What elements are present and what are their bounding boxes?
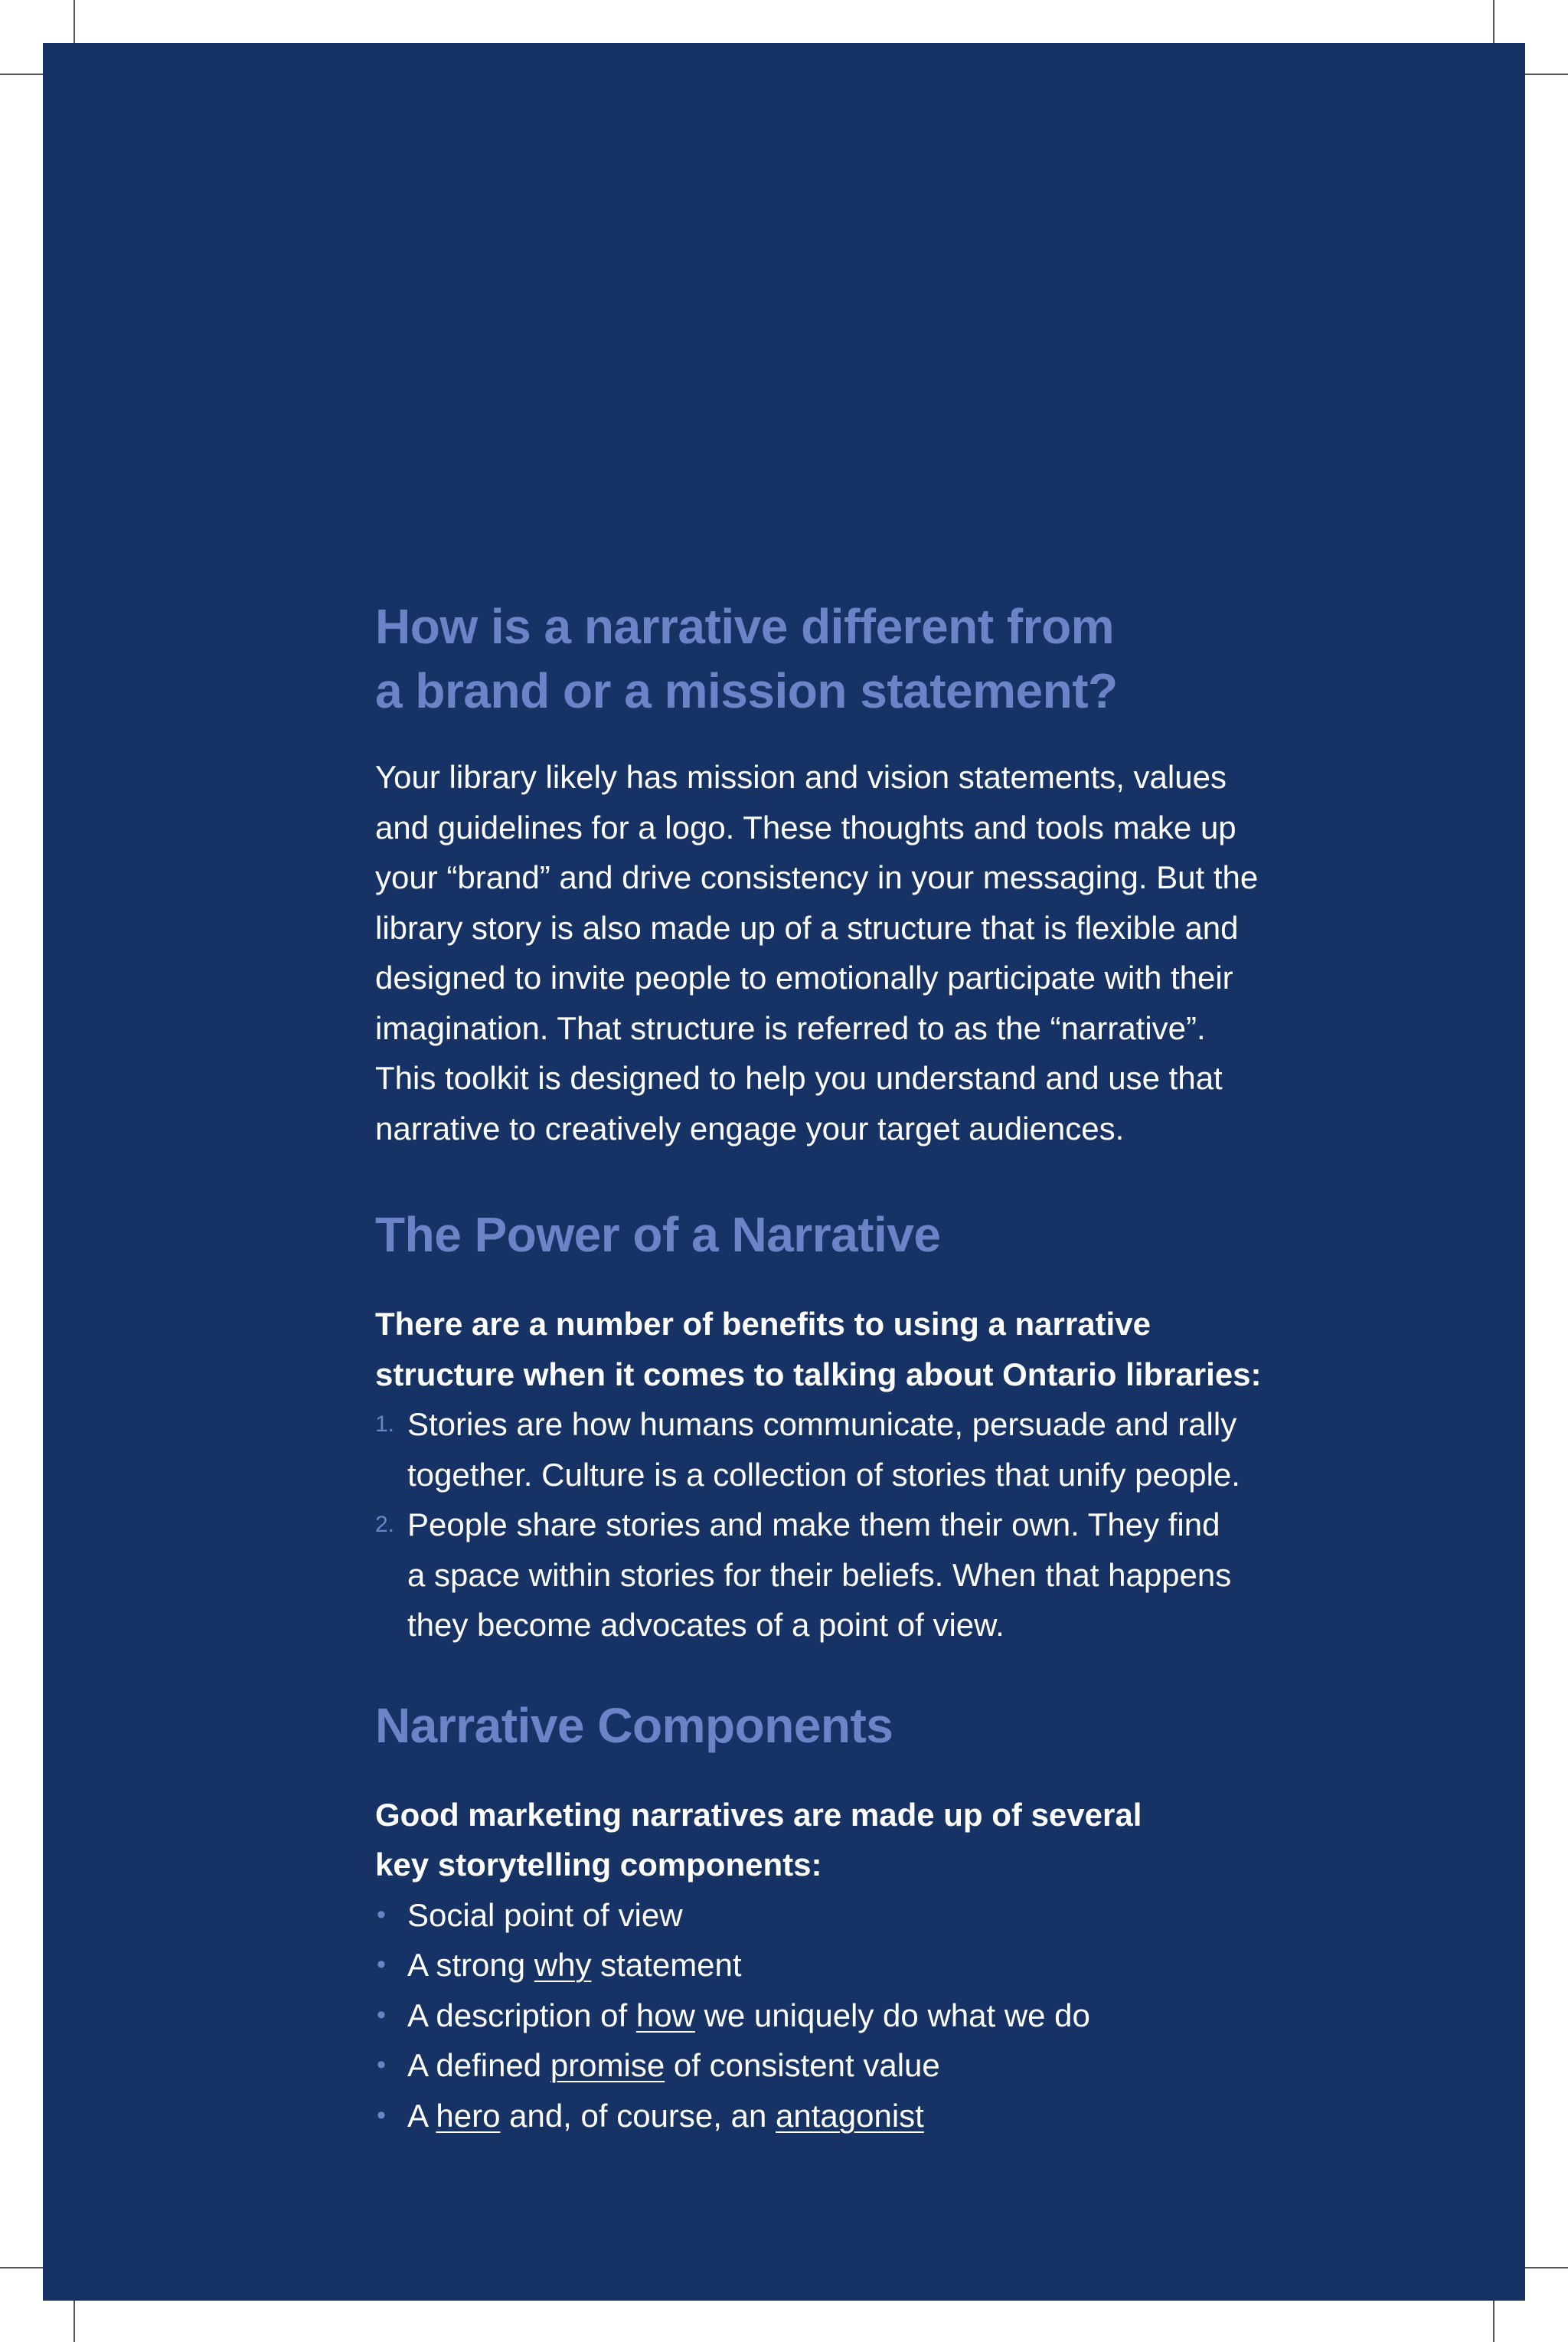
paragraph-line: and guidelines for a logo. These thoughts and tools make up bbox=[375, 809, 1236, 846]
lead-line: There are a number of benefits to using a narrative bbox=[375, 1306, 1151, 1342]
lead-line: structure when it comes to talking about Ontario libraries: bbox=[375, 1356, 1262, 1392]
list-item bbox=[375, 1399, 1386, 1500]
page-content bbox=[375, 551, 1386, 2141]
section-heading-narrative-vs-brand bbox=[375, 594, 1386, 723]
components-lead bbox=[375, 1790, 1386, 1890]
heading-line: a brand or a mission statement? bbox=[375, 663, 1118, 718]
benefits-lead bbox=[375, 1299, 1386, 1399]
item-line: together. Culture is a collection of stories that unify people. bbox=[407, 1456, 1240, 1493]
lead-line: Good marketing narratives are made up of several bbox=[375, 1796, 1142, 1833]
item-line: People share stories and make them their own. They find bbox=[407, 1506, 1220, 1542]
underlined-term-how: how bbox=[635, 1997, 695, 2033]
item-text-pre: A strong bbox=[407, 1947, 534, 1983]
underlined-term-promise: promise bbox=[550, 2047, 665, 2083]
section-heading-power-of-narrative: The Power of a Narrative bbox=[375, 1207, 941, 1262]
components-list bbox=[375, 1890, 1386, 2141]
paragraph-line: This toolkit is designed to help you understand and use that bbox=[375, 1060, 1223, 1096]
paragraph-line: narrative to creatively engage your target audiences. bbox=[375, 1110, 1125, 1146]
list-number: 2. bbox=[375, 1512, 395, 1537]
item-text-pre: A defined bbox=[407, 2047, 550, 2083]
item-line: they become advocates of a point of view. bbox=[407, 1607, 1004, 1643]
heading-line: How is a narrative different from bbox=[375, 599, 1115, 654]
list-item bbox=[375, 2091, 1386, 2141]
underlined-term-antagonist: antagonist bbox=[776, 2097, 924, 2134]
paragraph-line: library story is also made up of a structure that is flexible and bbox=[375, 909, 1239, 946]
item-line: Stories are how humans communicate, persuade and rally bbox=[407, 1406, 1237, 1442]
list-number: 1. bbox=[375, 1411, 395, 1437]
bullet-icon: • bbox=[377, 2050, 386, 2079]
bullet-icon: • bbox=[377, 2100, 386, 2130]
item-text-post: statement bbox=[591, 1947, 742, 1983]
bullet-icon: • bbox=[377, 1950, 386, 1979]
underlined-term-hero: hero bbox=[436, 2097, 501, 2134]
item-text-mid: and, of course, an bbox=[500, 2097, 776, 2134]
bullet-icon: • bbox=[377, 2000, 386, 2030]
section-heading-narrative-components: Narrative Components bbox=[375, 1697, 893, 1753]
list-item bbox=[375, 1500, 1386, 1650]
underlined-term-why: why bbox=[534, 1947, 592, 1983]
list-item bbox=[375, 1890, 1386, 1941]
item-text: Social point of view bbox=[407, 1896, 683, 1933]
benefits-list bbox=[375, 1399, 1386, 1650]
paragraph-line: designed to invite people to emotionally participate with their bbox=[375, 960, 1233, 996]
item-text-post: of consistent value bbox=[665, 2047, 940, 2083]
item-text-pre: A bbox=[407, 2097, 436, 2134]
list-item bbox=[375, 1990, 1386, 2041]
item-line: a space within stories for their beliefs. When that happens bbox=[407, 1556, 1232, 1593]
lead-line: key storytelling components: bbox=[375, 1846, 822, 1882]
paragraph-line: Your library likely has mission and vision statements, values bbox=[375, 759, 1227, 795]
paragraph-line: imagination. That structure is referred to as the “narrative”. bbox=[375, 1009, 1206, 1046]
paragraph-line: your “brand” and drive consistency in your messaging. But the bbox=[375, 859, 1259, 895]
item-text-pre: A description of bbox=[407, 1997, 636, 2033]
item-text-post: we uniquely do what we do bbox=[694, 1997, 1090, 2033]
list-item bbox=[375, 1940, 1386, 1990]
intro-paragraph bbox=[375, 752, 1386, 1153]
list-item bbox=[375, 2040, 1386, 2091]
bullet-icon: • bbox=[377, 1899, 386, 1929]
